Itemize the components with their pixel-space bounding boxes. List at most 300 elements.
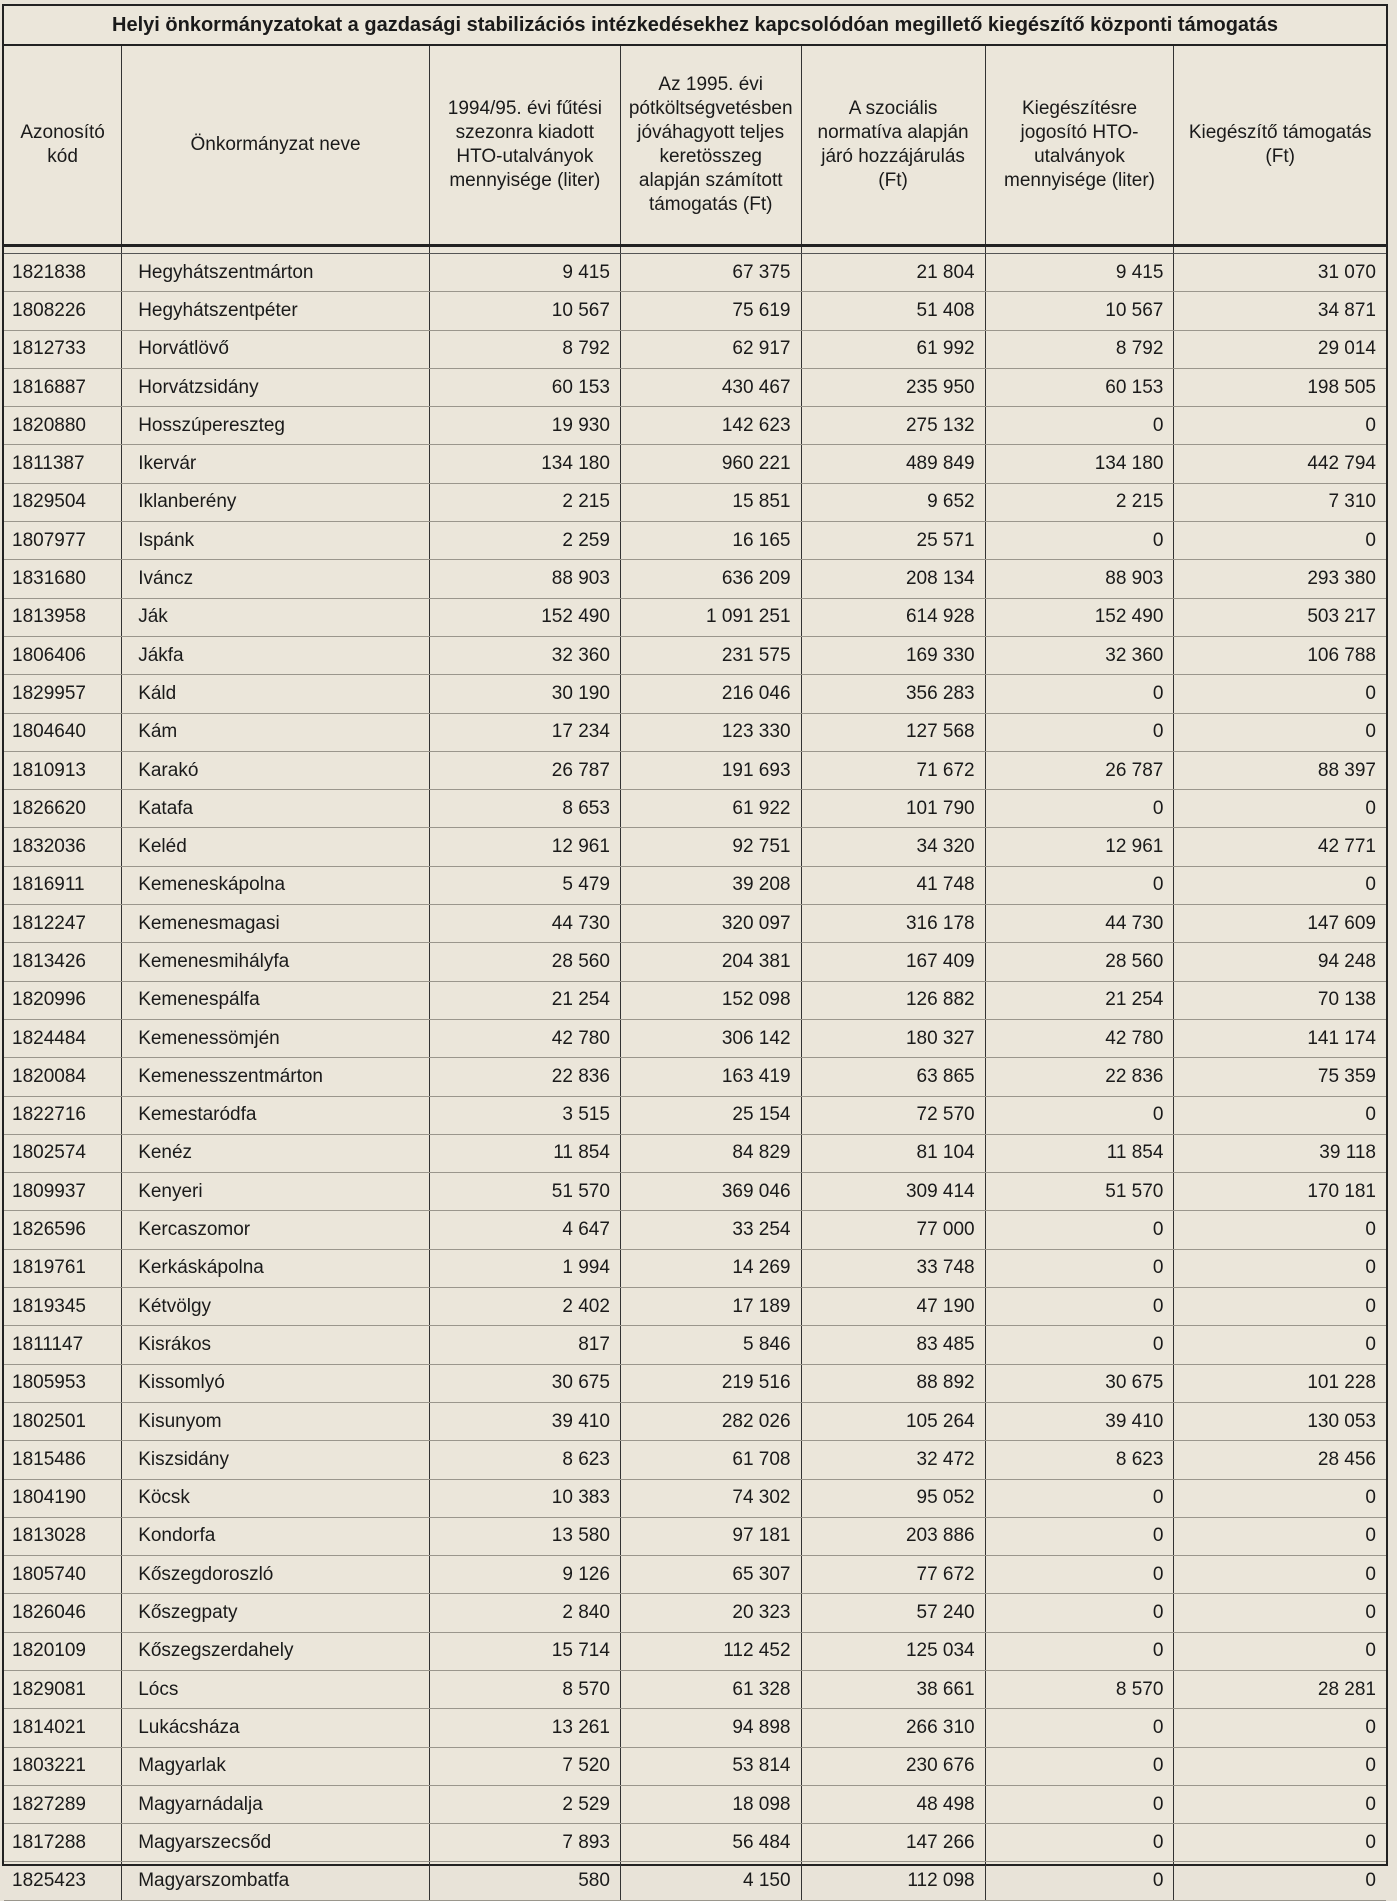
cell-social-norm: 169 330: [801, 636, 985, 674]
cell-social-norm: 126 882: [801, 981, 985, 1019]
cell-hto-liter: 5 479: [429, 866, 620, 904]
cell-social-norm: 9 652: [801, 483, 985, 521]
cell-social-norm: 77 000: [801, 1211, 985, 1249]
cell-code: 1826596: [4, 1211, 122, 1249]
cell-supplement: 31 070: [1174, 254, 1386, 292]
cell-code: 1819345: [4, 1288, 122, 1326]
table-row: [4, 1556, 1386, 1594]
cell-name: Kám: [122, 713, 430, 751]
cell-name: Kőszegdoroszló: [122, 1556, 430, 1594]
cell-name: Horvátzsidány: [122, 368, 430, 406]
cell-support-calc: 67 375: [620, 254, 801, 292]
cell-supplement: 198 505: [1174, 368, 1386, 406]
cell-hto-liter: 26 787: [429, 751, 620, 789]
cell-name: Kőszegszerdahely: [122, 1632, 430, 1670]
cell-support-calc: 5 846: [620, 1326, 801, 1364]
cell-social-norm: 356 283: [801, 675, 985, 713]
table-row: [4, 1594, 1386, 1632]
cell-eligible-hto: 42 780: [985, 1019, 1174, 1057]
cell-name: Köcsk: [122, 1479, 430, 1517]
cell-social-norm: 316 178: [801, 905, 985, 943]
table-row: [4, 1288, 1386, 1326]
cell-eligible-hto: 8 623: [985, 1441, 1174, 1479]
cell-hto-liter: 8 653: [429, 790, 620, 828]
cell-name: Kőszegpaty: [122, 1594, 430, 1632]
cell-eligible-hto: 0: [985, 407, 1174, 445]
cell-supplement: 0: [1174, 1632, 1386, 1670]
cell-eligible-hto: 11 854: [985, 1134, 1174, 1172]
cell-supplement: 29 014: [1174, 330, 1386, 368]
table-row: [4, 598, 1386, 636]
cell-support-calc: 204 381: [620, 943, 801, 981]
cell-name: Kerkáskápolna: [122, 1249, 430, 1287]
cell-support-calc: 75 619: [620, 292, 801, 330]
cell-support-calc: 191 693: [620, 751, 801, 789]
cell-eligible-hto: 0: [985, 1326, 1174, 1364]
cell-eligible-hto: 44 730: [985, 905, 1174, 943]
cell-support-calc: 231 575: [620, 636, 801, 674]
cell-supplement: 0: [1174, 1556, 1386, 1594]
cell-hto-liter: 2 402: [429, 1288, 620, 1326]
cell-social-norm: 230 676: [801, 1747, 985, 1785]
cell-support-calc: 53 814: [620, 1747, 801, 1785]
cell-supplement: 0: [1174, 1747, 1386, 1785]
cell-eligible-hto: 0: [985, 1249, 1174, 1287]
cell-supplement: 0: [1174, 866, 1386, 904]
table-row: [4, 790, 1386, 828]
cell-support-calc: 17 189: [620, 1288, 801, 1326]
cell-code: 1821838: [4, 254, 122, 292]
table-row: [4, 713, 1386, 751]
cell-code: 1822716: [4, 1096, 122, 1134]
cell-hto-liter: 51 570: [429, 1173, 620, 1211]
cell-name: Kiszsidány: [122, 1441, 430, 1479]
cell-name: Kondorfa: [122, 1517, 430, 1555]
table-row: [4, 292, 1386, 330]
cell-eligible-hto: 0: [985, 1556, 1174, 1594]
cell-code: 1805740: [4, 1556, 122, 1594]
cell-code: 1820084: [4, 1058, 122, 1096]
cell-support-calc: 94 898: [620, 1709, 801, 1747]
cell-name: Kemestaródfa: [122, 1096, 430, 1134]
cell-name: Horvátlövő: [122, 330, 430, 368]
table-row: [4, 1709, 1386, 1747]
cell-name: Kercaszomor: [122, 1211, 430, 1249]
cell-name: Kétvölgy: [122, 1288, 430, 1326]
support-table: [4, 46, 1386, 1901]
cell-name: Iklanberény: [122, 483, 430, 521]
cell-eligible-hto: 51 570: [985, 1173, 1174, 1211]
cell-code: 1813426: [4, 943, 122, 981]
cell-name: Hegyhátszentpéter: [122, 292, 430, 330]
cell-code: 1820109: [4, 1632, 122, 1670]
cell-eligible-hto: 0: [985, 1479, 1174, 1517]
cell-social-norm: 203 886: [801, 1517, 985, 1555]
header-row: [4, 46, 1386, 246]
table-row: [4, 1747, 1386, 1785]
cell-name: Hosszúpereszteg: [122, 407, 430, 445]
page-title: Helyi önkormányzatokat a gazdasági stabilizációs intézkedésekhez kapcsolódóan megillető kiegészítő központi támogatás: [4, 6, 1386, 46]
cell-name: Kemenesszentmárton: [122, 1058, 430, 1096]
cell-code: 1824484: [4, 1019, 122, 1057]
cell-social-norm: 208 134: [801, 560, 985, 598]
cell-hto-liter: 134 180: [429, 445, 620, 483]
cell-social-norm: 33 748: [801, 1249, 985, 1287]
cell-code: 1812733: [4, 330, 122, 368]
cell-supplement: 503 217: [1174, 598, 1386, 636]
cell-hto-liter: 7 893: [429, 1824, 620, 1862]
table-row: [4, 866, 1386, 904]
cell-support-calc: 33 254: [620, 1211, 801, 1249]
cell-supplement: 0: [1174, 1326, 1386, 1364]
cell-support-calc: 15 851: [620, 483, 801, 521]
cell-supplement: 0: [1174, 1862, 1386, 1900]
cell-hto-liter: 3 515: [429, 1096, 620, 1134]
table-body: [4, 246, 1386, 1901]
cell-support-calc: 97 181: [620, 1517, 801, 1555]
cell-code: 1802574: [4, 1134, 122, 1172]
cell-support-calc: 25 154: [620, 1096, 801, 1134]
cell-name: Magyarlak: [122, 1747, 430, 1785]
cell-eligible-hto: 0: [985, 1862, 1174, 1900]
cell-hto-liter: 88 903: [429, 560, 620, 598]
cell-code: 1829504: [4, 483, 122, 521]
cell-support-calc: 18 098: [620, 1785, 801, 1823]
cell-social-norm: 71 672: [801, 751, 985, 789]
cell-eligible-hto: 8 570: [985, 1670, 1174, 1708]
cell-support-calc: 20 323: [620, 1594, 801, 1632]
cell-hto-liter: 2 529: [429, 1785, 620, 1823]
cell-name: Káld: [122, 675, 430, 713]
cell-social-norm: 47 190: [801, 1288, 985, 1326]
cell-support-calc: 61 328: [620, 1670, 801, 1708]
cell-support-calc: 320 097: [620, 905, 801, 943]
cell-supplement: 170 181: [1174, 1173, 1386, 1211]
cell-eligible-hto: 12 961: [985, 828, 1174, 866]
table-row: [4, 1670, 1386, 1708]
cell-eligible-hto: 22 836: [985, 1058, 1174, 1096]
cell-eligible-hto: 28 560: [985, 943, 1174, 981]
cell-social-norm: 309 414: [801, 1173, 985, 1211]
cell-code: 1825423: [4, 1862, 122, 1900]
cell-name: Kemeneskápolna: [122, 866, 430, 904]
cell-support-calc: 216 046: [620, 675, 801, 713]
table-row: [4, 1364, 1386, 1402]
cell-supplement: 94 248: [1174, 943, 1386, 981]
cell-code: 1815486: [4, 1441, 122, 1479]
cell-supplement: 39 118: [1174, 1134, 1386, 1172]
cell-name: Katafa: [122, 790, 430, 828]
cell-name: Kemenesmihályfa: [122, 943, 430, 981]
cell-social-norm: 235 950: [801, 368, 985, 406]
table-row: [4, 981, 1386, 1019]
cell-hto-liter: 30 675: [429, 1364, 620, 1402]
cell-eligible-hto: 60 153: [985, 368, 1174, 406]
table-row: [4, 254, 1386, 292]
cell-supplement: 0: [1174, 1785, 1386, 1823]
cell-code: 1816887: [4, 368, 122, 406]
cell-supplement: 0: [1174, 1479, 1386, 1517]
cell-eligible-hto: 9 415: [985, 254, 1174, 292]
header-support-calc: Az 1995. évi pótköltségvetésben jóváhagyott teljes keretösszeg alapján számított támogatás (Ft): [620, 46, 801, 246]
cell-name: Kisunyom: [122, 1402, 430, 1440]
cell-supplement: 0: [1174, 1288, 1386, 1326]
header-code: Azonosító kód: [4, 46, 122, 246]
header-name: Önkormányzat neve: [122, 46, 430, 246]
cell-supplement: 130 053: [1174, 1402, 1386, 1440]
cell-code: 1813028: [4, 1517, 122, 1555]
cell-hto-liter: 817: [429, 1326, 620, 1364]
cell-hto-liter: 11 854: [429, 1134, 620, 1172]
cell-hto-liter: 30 190: [429, 675, 620, 713]
cell-hto-liter: 12 961: [429, 828, 620, 866]
cell-support-calc: 163 419: [620, 1058, 801, 1096]
cell-social-norm: 127 568: [801, 713, 985, 751]
cell-support-calc: 39 208: [620, 866, 801, 904]
cell-hto-liter: 8 570: [429, 1670, 620, 1708]
table-row: [4, 407, 1386, 445]
cell-social-norm: 614 928: [801, 598, 985, 636]
cell-name: Magyarnádalja: [122, 1785, 430, 1823]
cell-eligible-hto: 0: [985, 866, 1174, 904]
cell-eligible-hto: 0: [985, 1747, 1174, 1785]
cell-social-norm: 101 790: [801, 790, 985, 828]
table-row: [4, 1517, 1386, 1555]
cell-hto-liter: 10 567: [429, 292, 620, 330]
cell-eligible-hto: 0: [985, 1594, 1174, 1632]
cell-eligible-hto: 2 215: [985, 483, 1174, 521]
cell-code: 1805953: [4, 1364, 122, 1402]
cell-hto-liter: 19 930: [429, 407, 620, 445]
table-row: [4, 943, 1386, 981]
cell-supplement: 0: [1174, 1709, 1386, 1747]
cell-support-calc: 123 330: [620, 713, 801, 751]
cell-code: 1802501: [4, 1402, 122, 1440]
table-row: [4, 1058, 1386, 1096]
cell-social-norm: 32 472: [801, 1441, 985, 1479]
cell-supplement: 0: [1174, 522, 1386, 560]
table-row: [4, 1134, 1386, 1172]
cell-eligible-hto: 0: [985, 1517, 1174, 1555]
cell-hto-liter: 60 153: [429, 368, 620, 406]
cell-eligible-hto: 0: [985, 1785, 1174, 1823]
table-row: [4, 483, 1386, 521]
cell-supplement: 28 281: [1174, 1670, 1386, 1708]
cell-name: Ikervár: [122, 445, 430, 483]
cell-social-norm: 81 104: [801, 1134, 985, 1172]
cell-eligible-hto: 0: [985, 1288, 1174, 1326]
cell-hto-liter: 8 623: [429, 1441, 620, 1479]
cell-supplement: 42 771: [1174, 828, 1386, 866]
cell-supplement: 70 138: [1174, 981, 1386, 1019]
cell-eligible-hto: 32 360: [985, 636, 1174, 674]
cell-code: 1819761: [4, 1249, 122, 1287]
header-social-norm: A szociális normatíva alapján járó hozzájárulás (Ft): [801, 46, 985, 246]
cell-supplement: 0: [1174, 1211, 1386, 1249]
cell-hto-liter: 152 490: [429, 598, 620, 636]
cell-social-norm: 41 748: [801, 866, 985, 904]
cell-code: 1808226: [4, 292, 122, 330]
table-row: [4, 330, 1386, 368]
cell-supplement: 0: [1174, 713, 1386, 751]
table-row: [4, 445, 1386, 483]
header-supplement: Kiegészítő támogatás (Ft): [1188, 122, 1372, 167]
cell-hto-liter: 32 360: [429, 636, 620, 674]
cell-hto-liter: 21 254: [429, 981, 620, 1019]
cell-name: Kemenespálfa: [122, 981, 430, 1019]
cell-name: Kemenessömjén: [122, 1019, 430, 1057]
cell-social-norm: 51 408: [801, 292, 985, 330]
table-row: [4, 1211, 1386, 1249]
cell-support-calc: 4 150: [620, 1862, 801, 1900]
cell-support-calc: 16 165: [620, 522, 801, 560]
cell-support-calc: 65 307: [620, 1556, 801, 1594]
cell-eligible-hto: 0: [985, 1096, 1174, 1134]
cell-supplement: 293 380: [1174, 560, 1386, 598]
table-row: [4, 636, 1386, 674]
cell-social-norm: 125 034: [801, 1632, 985, 1670]
cell-name: Jákfa: [122, 636, 430, 674]
cell-eligible-hto: 134 180: [985, 445, 1174, 483]
cell-name: Ispánk: [122, 522, 430, 560]
table-row: [4, 1824, 1386, 1862]
cell-supplement: 147 609: [1174, 905, 1386, 943]
cell-support-calc: 369 046: [620, 1173, 801, 1211]
cell-eligible-hto: 0: [985, 522, 1174, 560]
cell-name: Kenéz: [122, 1134, 430, 1172]
cell-social-norm: 95 052: [801, 1479, 985, 1517]
cell-support-calc: 306 142: [620, 1019, 801, 1057]
cell-eligible-hto: 21 254: [985, 981, 1174, 1019]
cell-hto-liter: 7 520: [429, 1747, 620, 1785]
cell-code: 1827289: [4, 1785, 122, 1823]
table-row: [4, 560, 1386, 598]
cell-code: 1826620: [4, 790, 122, 828]
cell-supplement: 106 788: [1174, 636, 1386, 674]
cell-social-norm: 275 132: [801, 407, 985, 445]
cell-support-calc: 84 829: [620, 1134, 801, 1172]
cell-name: Lócs: [122, 1670, 430, 1708]
cell-code: 1811387: [4, 445, 122, 483]
cell-social-norm: 77 672: [801, 1556, 985, 1594]
cell-code: 1829081: [4, 1670, 122, 1708]
cell-social-norm: 266 310: [801, 1709, 985, 1747]
cell-support-calc: 62 917: [620, 330, 801, 368]
table-row: [4, 828, 1386, 866]
cell-eligible-hto: 0: [985, 790, 1174, 828]
cell-code: 1810913: [4, 751, 122, 789]
cell-supplement: 7 310: [1174, 483, 1386, 521]
cell-eligible-hto: 0: [985, 675, 1174, 713]
table-row: [4, 751, 1386, 789]
cell-eligible-hto: 30 675: [985, 1364, 1174, 1402]
cell-hto-liter: 2 259: [429, 522, 620, 560]
cell-support-calc: 61 922: [620, 790, 801, 828]
cell-code: 1812247: [4, 905, 122, 943]
table-row: [4, 1326, 1386, 1364]
cell-support-calc: 74 302: [620, 1479, 801, 1517]
cell-hto-liter: 44 730: [429, 905, 620, 943]
cell-code: 1814021: [4, 1709, 122, 1747]
cell-eligible-hto: 0: [985, 1824, 1174, 1862]
cell-eligible-hto: 0: [985, 1632, 1174, 1670]
table-row: [4, 675, 1386, 713]
cell-eligible-hto: 0: [985, 1709, 1174, 1747]
cell-supplement: 0: [1174, 1096, 1386, 1134]
table-row: [4, 1441, 1386, 1479]
cell-social-norm: 72 570: [801, 1096, 985, 1134]
cell-hto-liter: 13 261: [429, 1709, 620, 1747]
table-row: [4, 1862, 1386, 1900]
cell-hto-liter: 28 560: [429, 943, 620, 981]
cell-hto-liter: 17 234: [429, 713, 620, 751]
cell-social-norm: 63 865: [801, 1058, 985, 1096]
cell-supplement: 442 794: [1174, 445, 1386, 483]
cell-supplement: 75 359: [1174, 1058, 1386, 1096]
cell-support-calc: 92 751: [620, 828, 801, 866]
cell-social-norm: 34 320: [801, 828, 985, 866]
header-separator: [4, 246, 1386, 254]
cell-hto-liter: 4 647: [429, 1211, 620, 1249]
cell-social-norm: 83 485: [801, 1326, 985, 1364]
cell-hto-liter: 10 383: [429, 1479, 620, 1517]
cell-hto-liter: 9 126: [429, 1556, 620, 1594]
cell-name: Kemenesmagasi: [122, 905, 430, 943]
cell-name: Magyarszecsőd: [122, 1824, 430, 1862]
cell-supplement: 101 228: [1174, 1364, 1386, 1402]
cell-hto-liter: 42 780: [429, 1019, 620, 1057]
cell-social-norm: 147 266: [801, 1824, 985, 1862]
cell-hto-liter: 2 840: [429, 1594, 620, 1632]
cell-social-norm: 25 571: [801, 522, 985, 560]
cell-social-norm: 112 098: [801, 1862, 985, 1900]
cell-name: Ják: [122, 598, 430, 636]
cell-name: Iváncz: [122, 560, 430, 598]
cell-support-calc: 430 467: [620, 368, 801, 406]
cell-name: Hegyhátszentmárton: [122, 254, 430, 292]
cell-name: Kenyeri: [122, 1173, 430, 1211]
cell-social-norm: 105 264: [801, 1402, 985, 1440]
cell-code: 1829957: [4, 675, 122, 713]
cell-code: 1826046: [4, 1594, 122, 1632]
cell-support-calc: 219 516: [620, 1364, 801, 1402]
cell-social-norm: 180 327: [801, 1019, 985, 1057]
cell-support-calc: 112 452: [620, 1632, 801, 1670]
cell-supplement: 0: [1174, 1824, 1386, 1862]
cell-social-norm: 57 240: [801, 1594, 985, 1632]
cell-name: Keléd: [122, 828, 430, 866]
cell-code: 1817288: [4, 1824, 122, 1862]
table-row: [4, 1785, 1386, 1823]
cell-hto-liter: 1 994: [429, 1249, 620, 1287]
cell-support-calc: 142 623: [620, 407, 801, 445]
cell-eligible-hto: 152 490: [985, 598, 1174, 636]
table-row: [4, 1632, 1386, 1670]
cell-name: Kissomlyó: [122, 1364, 430, 1402]
cell-social-norm: 489 849: [801, 445, 985, 483]
table-row: [4, 1402, 1386, 1440]
cell-support-calc: 61 708: [620, 1441, 801, 1479]
cell-support-calc: 1 091 251: [620, 598, 801, 636]
cell-code: 1820880: [4, 407, 122, 445]
table-row: [4, 905, 1386, 943]
cell-support-calc: 152 098: [620, 981, 801, 1019]
cell-eligible-hto: 8 792: [985, 330, 1174, 368]
cell-hto-liter: 9 415: [429, 254, 620, 292]
cell-supplement: 0: [1174, 1249, 1386, 1287]
cell-code: 1811147: [4, 1326, 122, 1364]
cell-code: 1816911: [4, 866, 122, 904]
